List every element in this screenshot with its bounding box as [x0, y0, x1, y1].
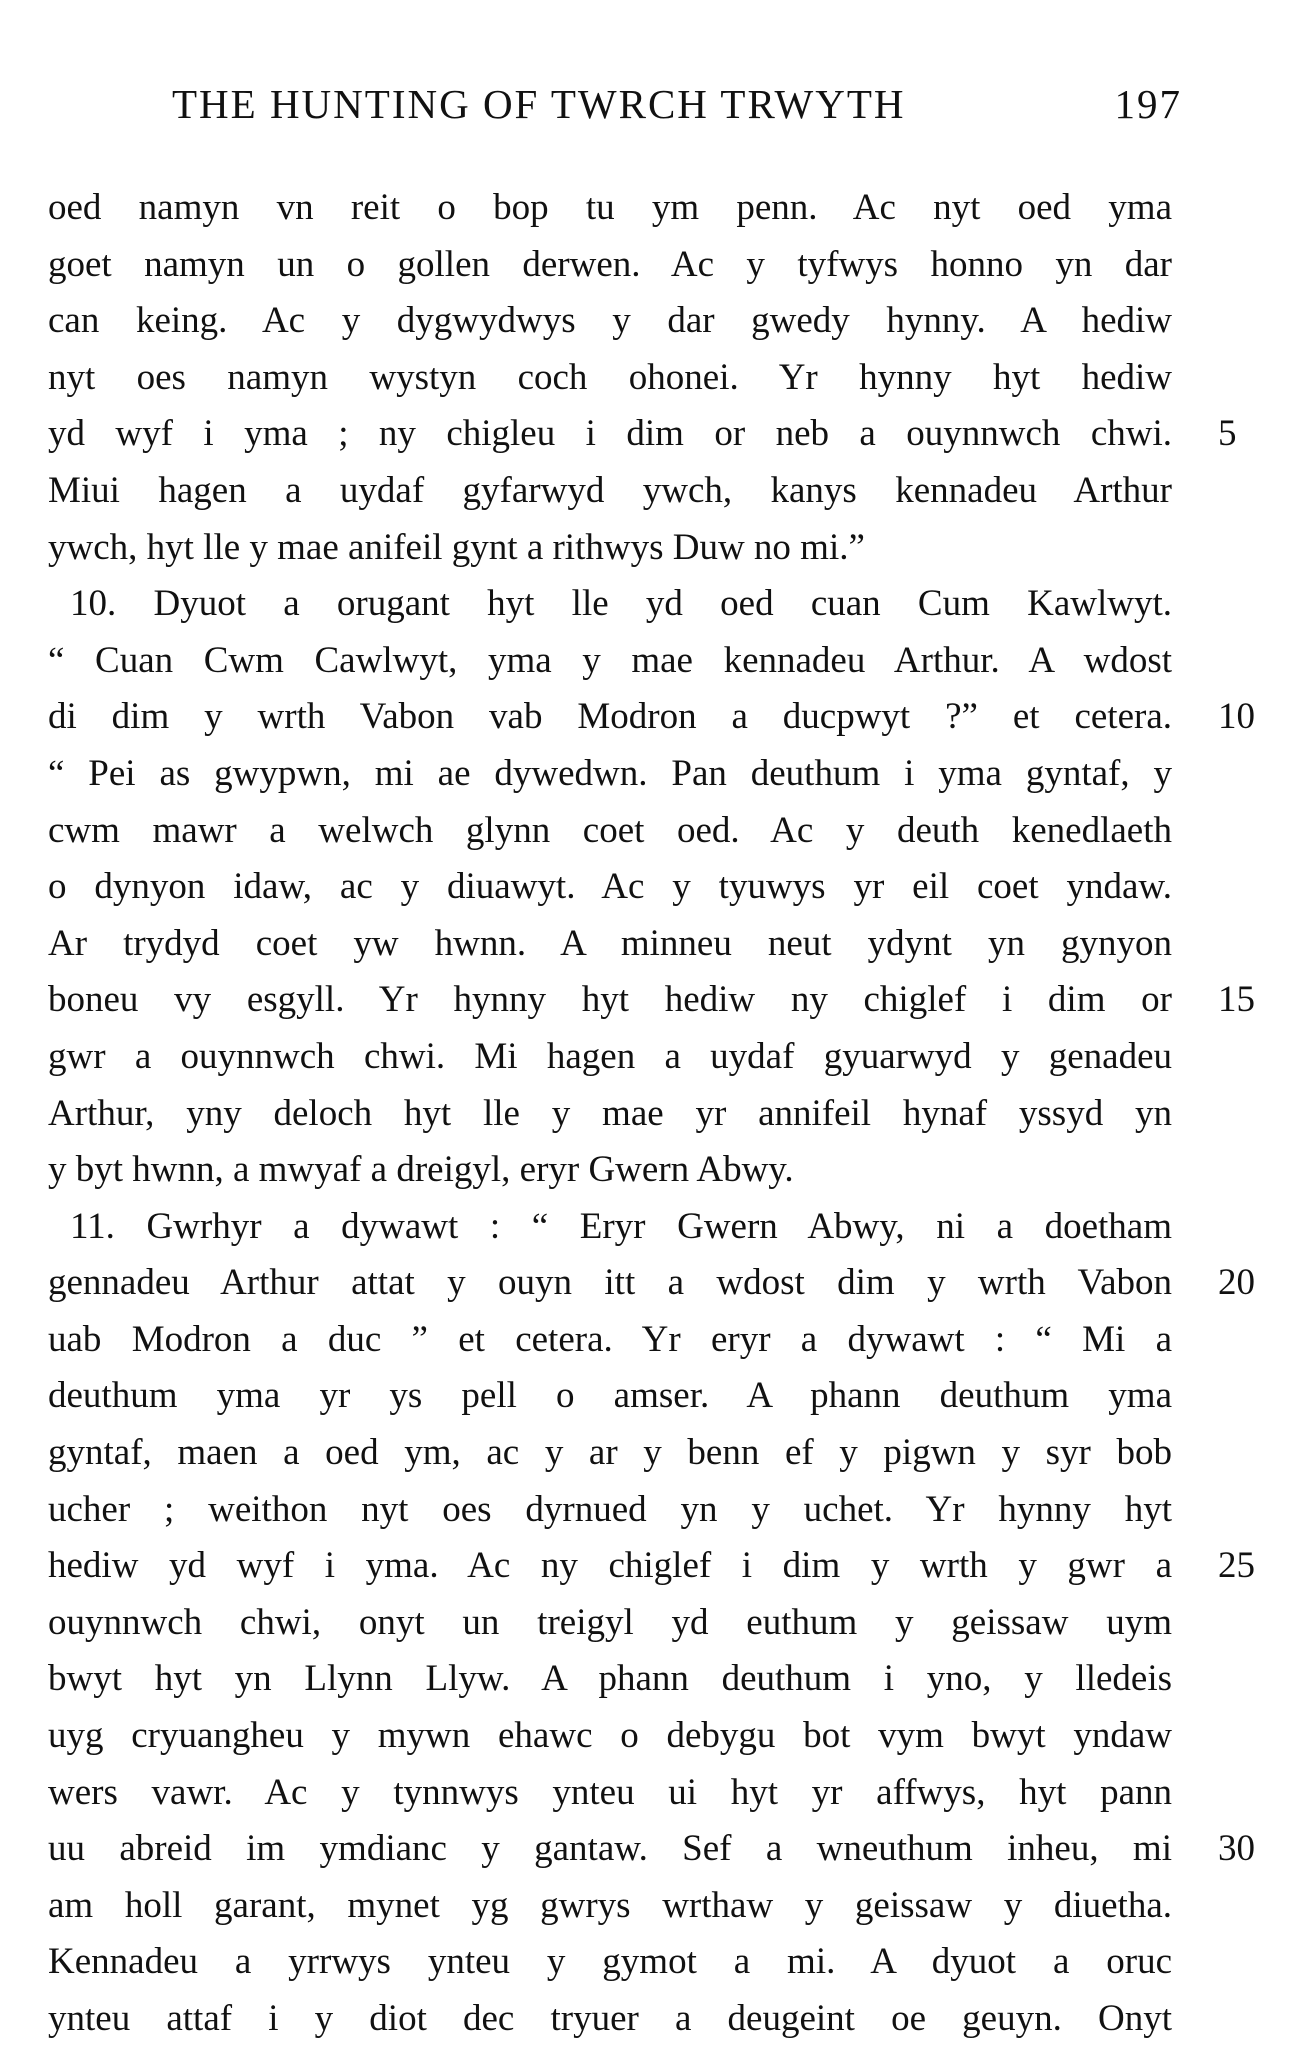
text-line: [48, 746, 1172, 803]
line-number: 15: [1218, 979, 1255, 1021]
line-text: cwm mawr a welwch glynn coet oed. Ac y deuth kenedlaeth: [48, 809, 1172, 851]
text-line: [48, 1199, 1172, 1256]
text-line: [48, 576, 1172, 633]
running-head: [172, 80, 1182, 136]
line-number: 25: [1218, 1545, 1255, 1587]
text-line: [48, 972, 1255, 1029]
text-line: [48, 1878, 1172, 1935]
text-line: [48, 237, 1172, 294]
line-text: bwyt hyt yn Llynn Llyw. A phann deuthum i yno, y lledeis: [48, 1658, 1172, 1700]
text-line: [48, 293, 1172, 350]
line-text: can keing. Ac y dygwydwys y dar gwedy hynny. A hediw: [48, 300, 1172, 342]
text-line: [48, 803, 1172, 860]
line-text: ouynnwch chwi, onyt un treigyl yd euthum y geissaw uym: [48, 1601, 1172, 1643]
text-line: [48, 1934, 1172, 1991]
line-text: 11. Gwrhyr a dywawt : “ Eryr Gwern Abwy, ni a doetham: [70, 1205, 1172, 1247]
line-text: hediw yd wyf i yma. Ac ny chiglef i dim y wrth y gwr a: [48, 1545, 1172, 1587]
line-text: gyntaf, maen a oed ym, ac y ar y benn ef y pigwn y syr bob: [48, 1432, 1172, 1474]
text-line: [48, 633, 1172, 690]
line-text: Ar trydyd coet yw hwnn. A minneu neut ydynt yn gynyon: [48, 922, 1172, 964]
text-line: [48, 1086, 1172, 1143]
text-line: [48, 1821, 1255, 1878]
text-line: [48, 1651, 1172, 1708]
line-text: ucher ; weithon nyt oes dyrnued yn y uchet. Yr hynny hyt: [48, 1488, 1172, 1530]
text-line: [48, 1595, 1172, 1652]
line-text: Arthur, yny deloch hyt lle y mae yr annifeil hynaf yssyd yn: [48, 1092, 1172, 1134]
line-text: Kennadeu a yrrwys ynteu y gymot a mi. A dyuot a oruc: [48, 1941, 1172, 1983]
text-line: [48, 463, 1172, 520]
line-text: uu abreid im ymdianc y gantaw. Sef a wneuthum inheu, mi: [48, 1828, 1172, 1870]
line-text: ywch, hyt lle y mae anifeil gynt a rithwys Duw no mi.”: [48, 526, 865, 568]
text-line: [48, 1765, 1172, 1822]
line-text: gennadeu Arthur attat y ouyn itt a wdost dim y wrth Vabon: [48, 1262, 1172, 1304]
text-line: [48, 1142, 1172, 1199]
line-text: 10. Dyuot a orugant hyt lle yd oed cuan Cum Kawlwyt.: [70, 583, 1172, 625]
text-line: [48, 1991, 1172, 2048]
text-line: [48, 689, 1255, 746]
line-number: 20: [1218, 1262, 1255, 1304]
line-number: 5: [1218, 413, 1237, 455]
line-text: “ Cuan Cwm Cawlwyt, yma y mae kennadeu Arthur. A wdost: [48, 639, 1172, 681]
line-text: oed namyn vn reit o bop tu ym penn. Ac nyt oed yma: [48, 187, 1172, 228]
line-text: y byt hwnn, a mwyaf a dreigyl, eryr Gwern Abwy.: [48, 1149, 794, 1191]
line-text: boneu vy esgyll. Yr hynny hyt hediw ny chiglef i dim or: [48, 979, 1172, 1021]
text-line: [48, 1538, 1255, 1595]
line-text: gwr a ouynnwch chwi. Mi hagen a uydaf gyuarwyd y genadeu: [48, 1035, 1172, 1077]
text-line: [48, 859, 1172, 916]
line-number: 30: [1218, 1828, 1255, 1870]
text-line: [48, 916, 1172, 973]
line-text: uab Modron a duc ” et cetera. Yr eryr a dywawt : “ Mi a: [48, 1318, 1172, 1360]
text-line: [48, 1255, 1255, 1312]
line-text: nyt oes namyn wystyn coch ohonei. Yr hynny hyt hediw: [48, 356, 1172, 398]
text-line: [48, 406, 1237, 463]
line-text: uyg cryuangheu y mywn ehawc o debygu bot vym bwyt yndaw: [48, 1715, 1172, 1757]
text-line: [48, 350, 1172, 407]
text-line: [48, 1708, 1172, 1765]
text-block: [48, 180, 1255, 2048]
text-line: [48, 1312, 1172, 1369]
text-line: [48, 1482, 1172, 1539]
line-text: yd wyf i yma ; ny chigleu i dim or neb a ouynnwch chwi.: [48, 413, 1172, 455]
line-text: wers vawr. Ac y tynnwys ynteu ui hyt yr affwys, hyt pann: [48, 1771, 1172, 1813]
running-title: THE HUNTING OF TWRCH TRWYTH: [172, 81, 906, 127]
line-text: o dynyon idaw, ac y diuawyt. Ac y tyuwys yr eil coet yndaw.: [48, 866, 1172, 908]
line-text: “ Pei as gwypwn, mi ae dywedwn. Pan deuthum i yma gyntaf, y: [48, 752, 1172, 794]
text-line: [48, 520, 1172, 577]
line-text: ynteu attaf i y diot dec tryuer a deugeint oe geuyn. Onyt: [48, 1998, 1172, 2039]
line-text: Miui hagen a uydaf gyfarwyd ywch, kanys kennadeu Arthur: [48, 469, 1172, 511]
text-line: [48, 180, 1172, 237]
text-line: [48, 1368, 1172, 1425]
page-number: 197: [1114, 81, 1182, 127]
line-text: am holl garant, mynet yg gwrys wrthaw y geissaw y diuetha.: [48, 1884, 1172, 1926]
text-line: [48, 1425, 1172, 1482]
line-text: goet namyn un o gollen derwen. Ac y tyfwys honno yn dar: [48, 243, 1172, 285]
line-text: deuthum yma yr ys pell o amser. A phann deuthum yma: [48, 1375, 1172, 1417]
line-number: 10: [1218, 696, 1255, 738]
text-line: [48, 1029, 1172, 1086]
line-text: di dim y wrth Vabon vab Modron a ducpwyt ?” et cetera.: [48, 696, 1172, 738]
